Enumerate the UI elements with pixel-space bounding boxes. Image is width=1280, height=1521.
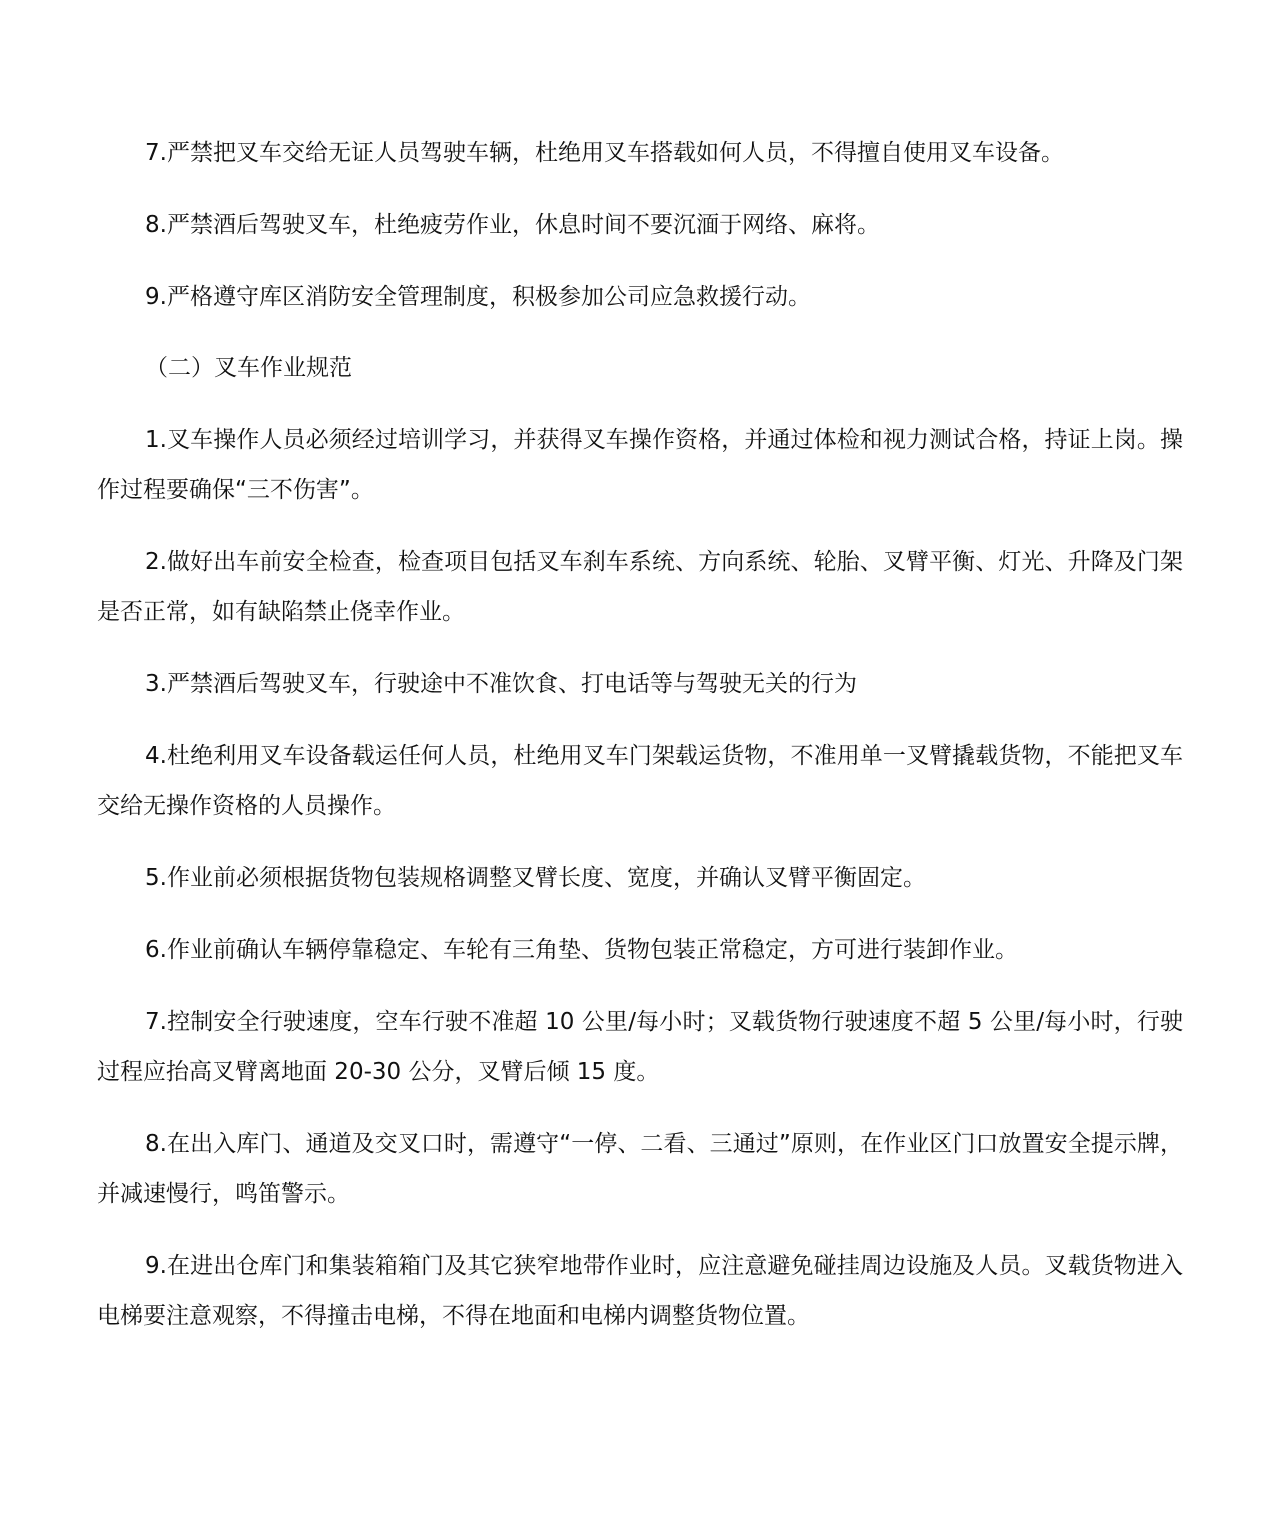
paragraph-spec-8: 8.在出入库门、通道及交叉口时，需遵守“一停、二看、三通过”原则，在作业区门口放置安全提示牌，并减速慢行，鸣笛警示。 [97,1131,1183,1207]
paragraph-spec-6: 6.作业前确认车辆停靠稳定、车轮有三角垫、货物包装正常稳定，方可进行装卸作业。 [145,937,1018,963]
section-heading: （二）叉车作业规范 [145,355,352,381]
paragraph-spec-5: 5.作业前必须根据货物包装规格调整叉臂长度、宽度，并确认叉臂平衡固定。 [145,865,926,891]
paragraph-spec-3: 3.严禁酒后驾驶叉车，行驶途中不准饮食、打电话等与驾驶无关的行为 [145,671,857,697]
paragraph-rule-8-general: 8.严禁酒后驾驶叉车，杜绝疲劳作业，休息时间不要沉湎于网络、麻将。 [145,212,880,238]
paragraph-rule-7-general: 7.严禁把叉车交给无证人员驾驶车辆，杜绝用叉车搭载如何人员，不得擅自使用叉车设备。 [145,140,1064,166]
paragraph-spec-9: 9.在进出仓库门和集装箱箱门及其它狭窄地带作业时，应注意避免碰挂周边设施及人员。叉载货物进入电梯要注意观察，不得撞击电梯，不得在地面和电梯内调整货物位置。 [97,1253,1183,1329]
paragraph-spec-1: 1.叉车操作人员必须经过培训学习，并获得叉车操作资格，并通过体检和视力测试合格，持证上岗。操作过程要确保“三不伤害”。 [97,427,1183,503]
paragraph-rule-9-general: 9.严格遵守库区消防安全管理制度，积极参加公司应急救援行动。 [145,284,811,310]
paragraph-spec-7: 7.控制安全行驶速度，空车行驶不准超 10 公里/每小时；叉载货物行驶速度不超 5 公里/每小时，行驶过程应抬高叉臂离地面 20-30 公分，叉臂后倾 15 度。 [97,1009,1183,1085]
paragraph-spec-4: 4.杜绝利用叉车设备载运任何人员，杜绝用叉车门架载运货物，不准用单一叉臂撬载货物，不能把叉车交给无操作资格的人员操作。 [97,743,1183,819]
paragraph-spec-2: 2.做好出车前安全检查，检查项目包括叉车刹车系统、方向系统、轮胎、叉臂平衡、灯光、升降及门架是否正常，如有缺陷禁止侥幸作业。 [97,549,1183,625]
